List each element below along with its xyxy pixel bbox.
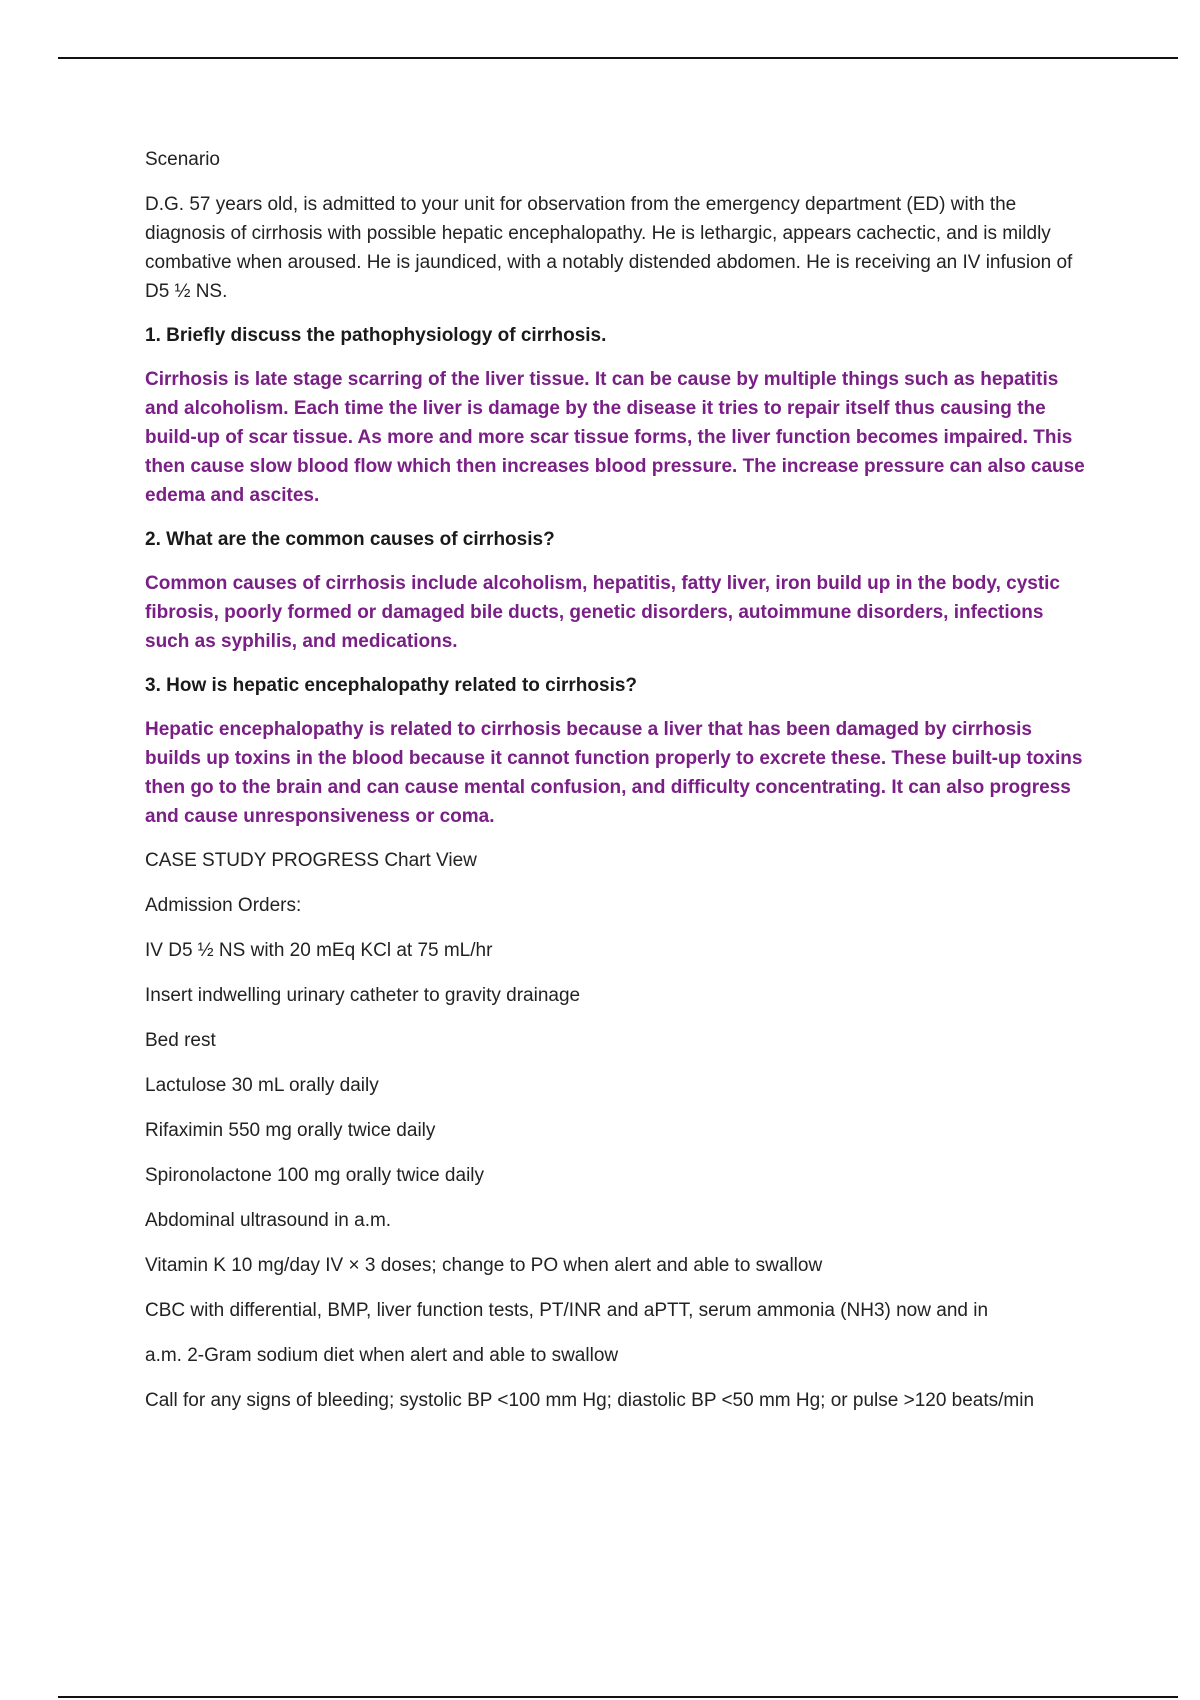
order-item: Bed rest	[145, 1030, 216, 1051]
scenario-text: D.G. 57 years old, is admitted to your unit for observation from the emergency department (ED) with the diagnosis of cirrhosis with possible hepatic encephalopathy. He is lethargic, appears cachectic, and is mildly combative when aroused. He is jaundiced, with a notably distended abdomen. He is receiving an IV infusion of D5 ½ NS.	[145, 194, 1073, 302]
orders-list	[145, 936, 1085, 1415]
answer-1: Cirrhosis is late stage scarring of the liver tissue. It can be cause by multiple things such as hepatitis and alcoholism. Each time the liver is damage by the disease it tries to repair itself thus causing the build-up of scar tissue. As more and more scar tissue forms, the liver function becomes impaired. This then cause slow blood flow which then increases blood pressure. The increase pressure can also cause edema and ascites.	[145, 369, 1085, 506]
question-1: 1. Briefly discuss the pathophysiology of cirrhosis.	[145, 325, 607, 346]
progress-title: CASE STUDY PROGRESS Chart View	[145, 850, 477, 871]
order-item: Lactulose 30 mL orally daily	[145, 1075, 379, 1096]
document-page	[145, 145, 1085, 1431]
order-item: CBC with differential, BMP, liver function tests, PT/INR and aPTT, serum ammonia (NH3) now and in	[145, 1300, 989, 1321]
orders-heading: Admission Orders:	[145, 895, 302, 916]
header-rule	[58, 57, 1178, 59]
answer-2: Common causes of cirrhosis include alcoholism, hepatitis, fatty liver, iron build up in the body, cystic fibrosis, poorly formed or damaged bile ducts, genetic disorders, autoimmune disorders, infections such as syphilis, and medications.	[145, 573, 1060, 652]
answer-3: Hepatic encephalopathy is related to cirrhosis because a liver that has been damaged by cirrhosis builds up toxins in the blood because it cannot function properly to excrete these. These built-up toxins then go to the brain and can cause mental confusion, and difficulty concentrating. It can also progress and cause unresponsiveness or coma.	[145, 719, 1083, 827]
question-2: 2. What are the common causes of cirrhosis?	[145, 529, 555, 550]
order-item: Spironolactone 100 mg orally twice daily	[145, 1165, 485, 1186]
footer-rule	[58, 1696, 1178, 1698]
scenario-heading: Scenario	[145, 149, 220, 170]
order-item: Vitamin K 10 mg/day IV × 3 doses; change to PO when alert and able to swallow	[145, 1255, 823, 1276]
order-item: Insert indwelling urinary catheter to gravity drainage	[145, 985, 581, 1006]
order-item: Call for any signs of bleeding; systolic BP <100 mm Hg; diastolic BP <50 mm Hg; or pulse >120 beats/min	[145, 1390, 1035, 1411]
question-3: 3. How is hepatic encephalopathy related to cirrhosis?	[145, 675, 638, 696]
order-item: IV D5 ½ NS with 20 mEq KCl at 75 mL/hr	[145, 940, 493, 961]
order-item: a.m. 2-Gram sodium diet when alert and able to swallow	[145, 1345, 619, 1366]
order-item: Abdominal ultrasound in a.m.	[145, 1210, 392, 1231]
order-item: Rifaximin 550 mg orally twice daily	[145, 1120, 436, 1141]
